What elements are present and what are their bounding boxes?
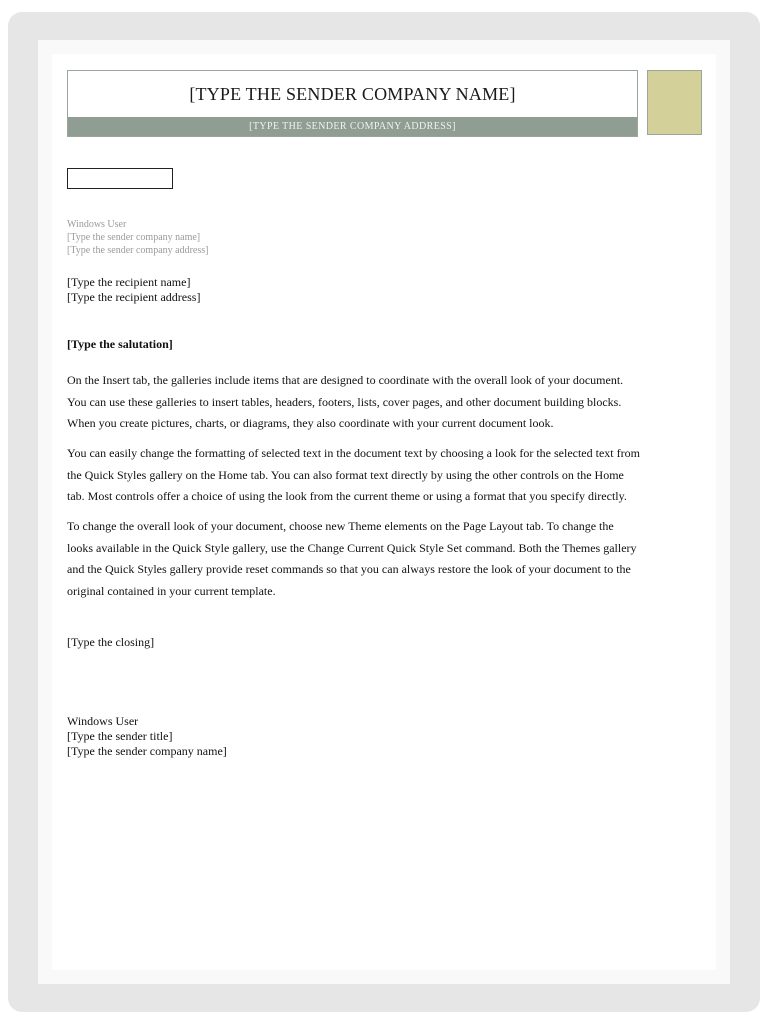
body-line: To change the overall look of your document, choose new Theme elements on the Page Layout tab. To change the — [67, 519, 614, 533]
sender-company-name-heading[interactable]: [TYPE THE SENDER COMPANY NAME] — [189, 84, 516, 104]
recipient-name[interactable]: [Type the recipient name] — [67, 275, 191, 289]
body-line: looks available in the Quick Style gallery, use the Change Current Quick Style Set command. Both the Themes gallery — [67, 540, 637, 555]
body-line: You can easily change the formatting of selected text in the document text by choosing a look for the selected text from — [67, 446, 640, 460]
letterhead-header — [67, 70, 638, 137]
sender-address-block — [67, 218, 208, 257]
sender-name[interactable]: Windows User — [67, 219, 127, 230]
body-paragraph-2 — [67, 443, 703, 508]
body-line: On the Insert tab, the galleries include items that are designed to coordinate with the overall look of your document. — [67, 373, 624, 387]
closing[interactable]: [Type the closing] — [67, 635, 155, 649]
body-line: You can use these galleries to insert tables, headers, footers, lists, cover pages, and other document building blocks. — [67, 394, 622, 409]
sender-company-address-bar[interactable]: [TYPE THE SENDER COMPANY ADDRESS] — [68, 117, 637, 136]
body-paragraph-1 — [67, 370, 703, 435]
signature-name[interactable]: Windows User — [67, 714, 139, 728]
recipient-address[interactable]: [Type the recipient address] — [67, 290, 201, 304]
sender-company-name[interactable]: [Type the sender company name] — [67, 232, 201, 243]
body-line: When you create pictures, charts, or diagrams, they also coordinate with your current document look. — [67, 416, 554, 430]
salutation[interactable]: [Type the salutation] — [67, 337, 173, 351]
signature-title[interactable]: [Type the sender title] — [67, 729, 173, 743]
document-page-inner — [52, 54, 716, 970]
signature-company-name[interactable]: [Type the sender company name] — [67, 744, 227, 758]
body-line: tab. Most controls offer a choice of using the look from the current theme or using a format that you specify directly. — [67, 489, 627, 503]
body-line: original contained in your current template. — [67, 583, 276, 598]
body-paragraph-3 — [67, 516, 703, 602]
sender-company-address[interactable]: [Type the sender company address] — [67, 245, 209, 256]
slide-frame — [8, 12, 760, 1012]
body-line: and the Quick Styles gallery provide reset commands so that you can always restore the look of your document to the — [67, 562, 631, 576]
body-line: the Quick Styles gallery on the Home tab. You can also format text directly by using the other controls on the Home — [67, 467, 624, 482]
date-field[interactable] — [67, 168, 173, 189]
signature-block — [67, 714, 227, 759]
recipient-address-block — [67, 275, 200, 305]
letterhead-accent-square — [647, 70, 702, 135]
